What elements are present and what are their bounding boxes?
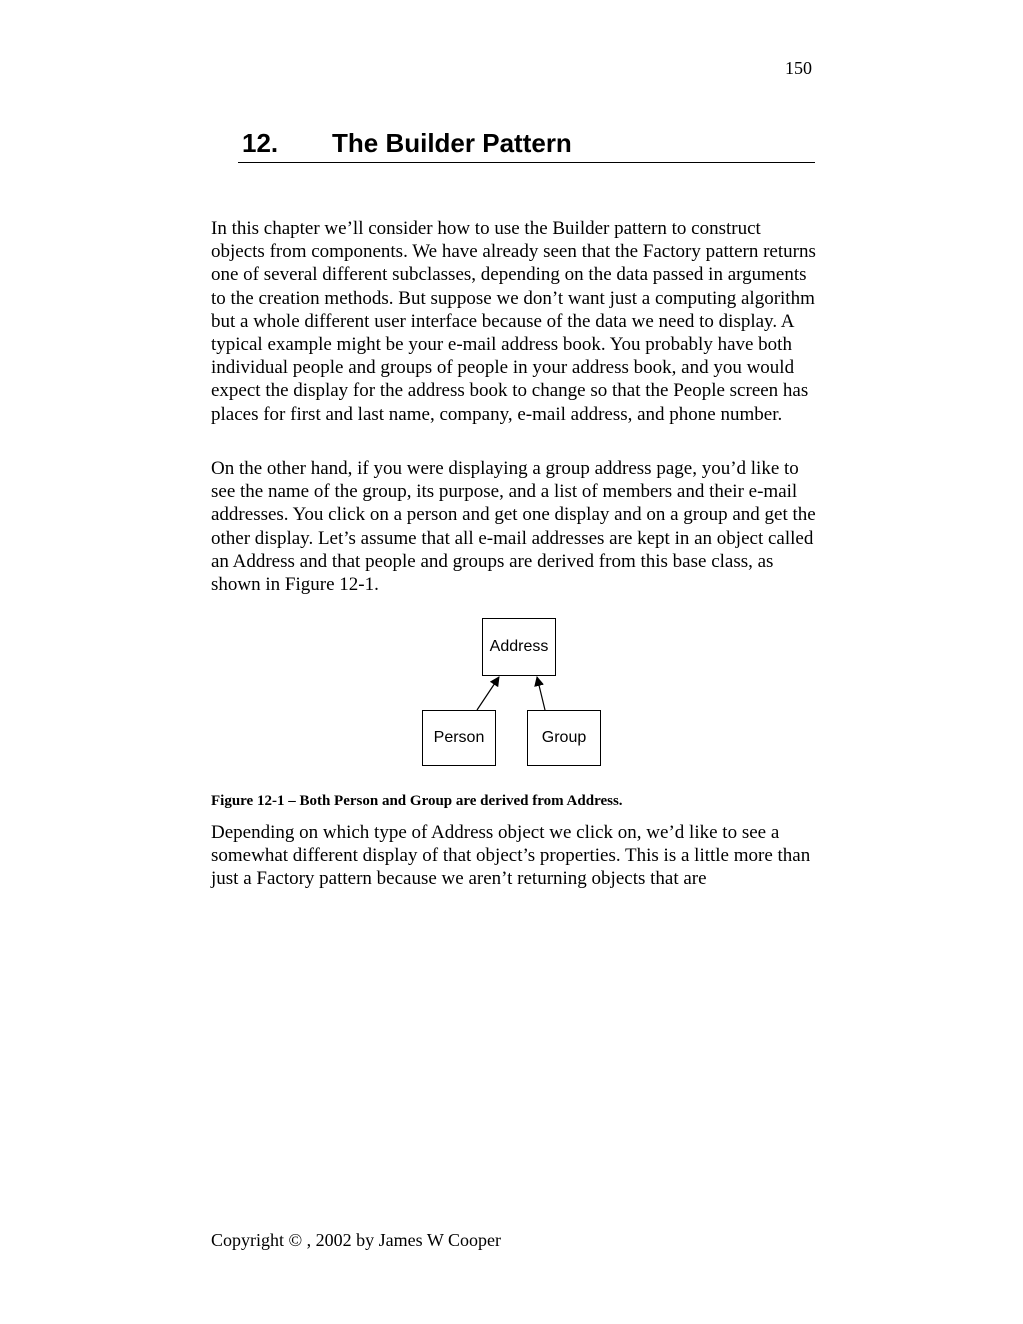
address-class-box: Address: [482, 618, 556, 676]
figure-caption: Figure 12-1 – Both Person and Group are derived from Address.: [211, 793, 623, 809]
paragraph-group-address: On the other hand, if you were displaying a group address page, you’d like to see the name of the group, its purpose, and a list of members and their e-mail addresses. You click on a person and get one display and on a group and get the other display. Let’s assume that all e-mail addresses are kept in an object called an Address and that people and groups are derived from this base class, as shown in Figure 12-1.: [211, 458, 816, 596]
paragraph-display: Depending on which type of Address object we click on, we’d like to see a somewhat different display of that object’s properties. This is a little more than just a Factory pattern because we aren’t returning objects that are: [211, 822, 811, 890]
paragraph-intro: In this chapter we’ll consider how to use the Builder pattern to construct objects from components. We have already seen that the Factory pattern returns one of several different subclasses, depending on the data passed in arguments to the creation methods. But suppose we don’t want just a computing algorithm but a whole different user interface because of the data we need to display. A typical example might be your e-mail address book. You probably have both individual people and groups of people in your address book, and you would expect the display for the address book to change so that the People screen has places for first and last name, company, e-mail address, and phone number.: [211, 218, 816, 425]
class-diagram: [420, 616, 604, 768]
person-class-box: Person: [422, 710, 496, 766]
copyright-footer: Copyright © , 2002 by James W Cooper: [211, 1230, 501, 1250]
chapter-number: 12.: [242, 128, 279, 158]
person-to-address-arrow: [477, 677, 499, 710]
page-number: 150: [785, 58, 812, 78]
group-to-address-arrow: [537, 677, 545, 710]
group-class-box: Group: [527, 710, 601, 766]
chapter-heading: [238, 128, 815, 163]
chapter-title: The Builder Pattern: [332, 128, 572, 158]
